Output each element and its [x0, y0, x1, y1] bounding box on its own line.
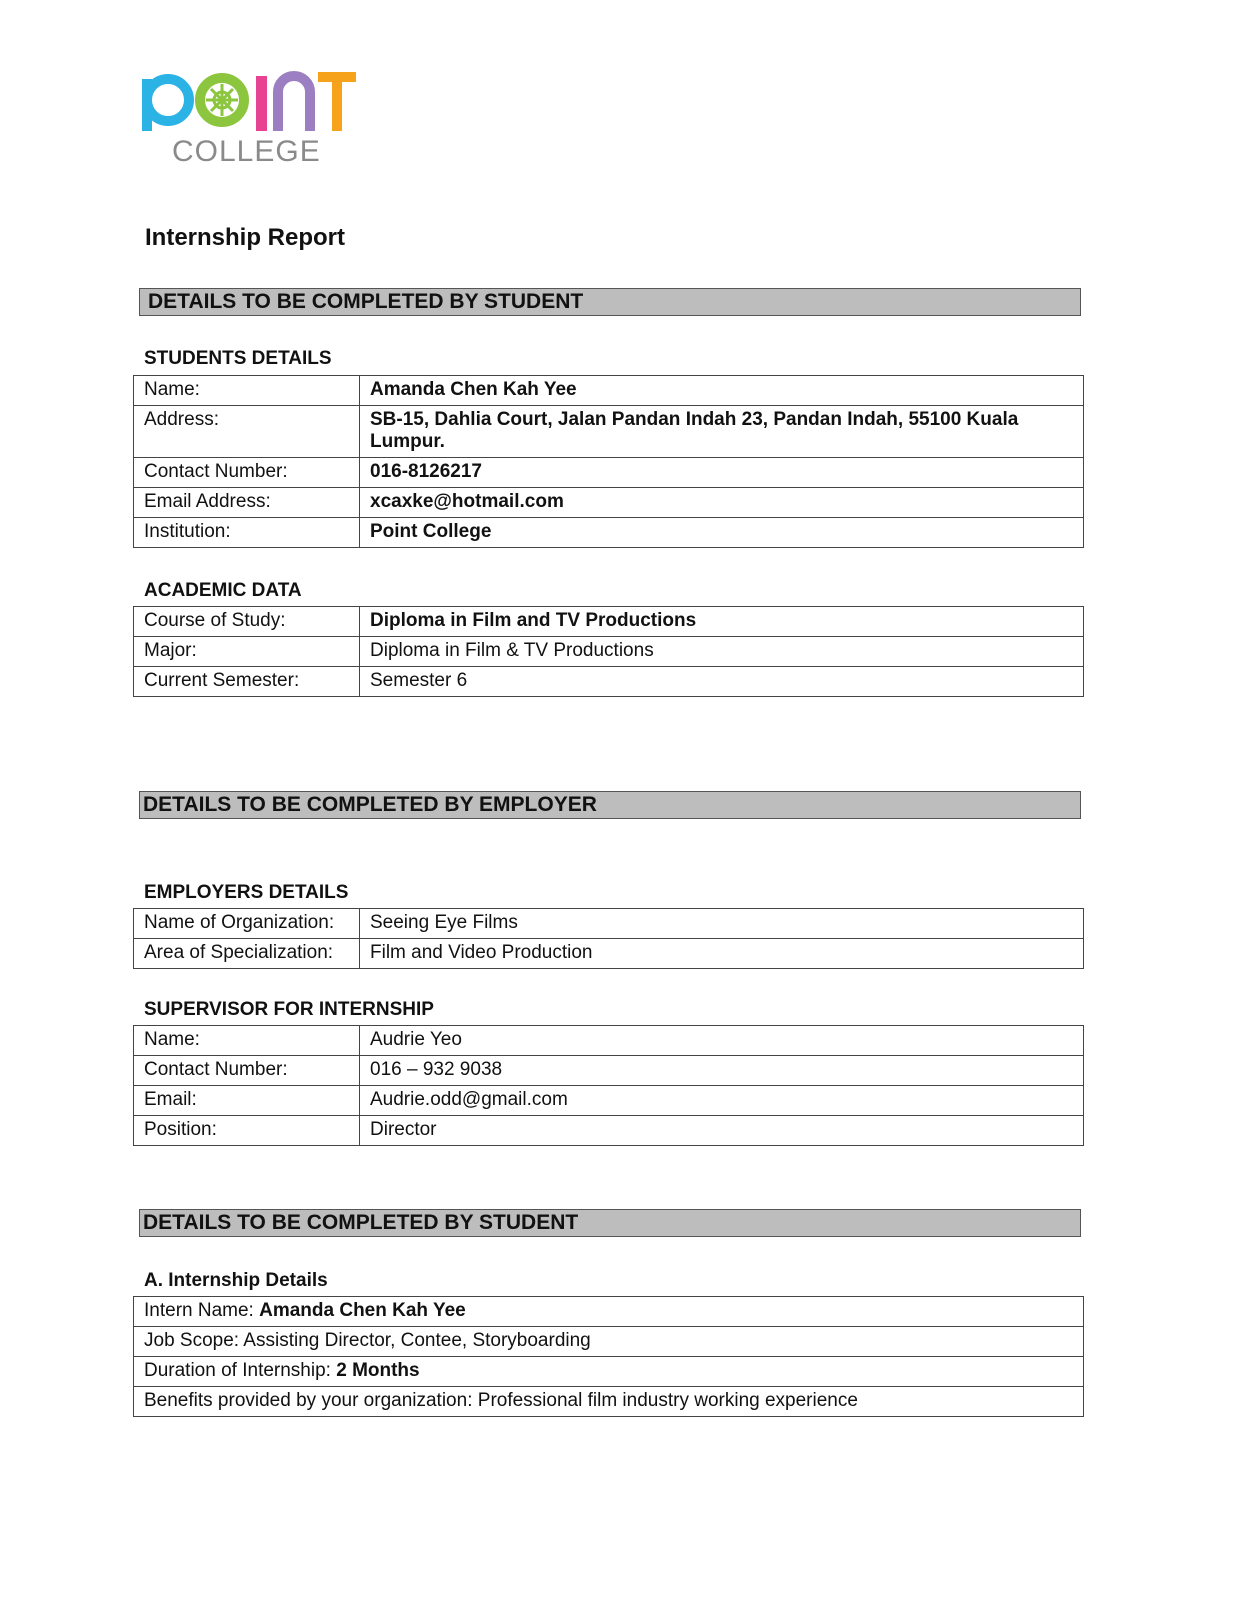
table-row: [134, 376, 1084, 406]
row-label: Institution:: [134, 518, 360, 548]
row-value: SB-15, Dahlia Court, Jalan Pandan Indah 23, Pandan Indah, 55100 Kuala Lumpur.: [360, 406, 1084, 458]
supervisor-table: [133, 1025, 1084, 1146]
row-value: Point College: [360, 518, 1084, 548]
employers-details-table: [133, 908, 1084, 969]
document-title: Internship Report: [145, 224, 346, 251]
row-label: Course of Study:: [134, 607, 360, 637]
row-label: Name of Organization:: [134, 909, 360, 939]
row-label: Area of Specialization:: [134, 939, 360, 969]
table-row: [134, 406, 1084, 458]
table-row: [134, 1086, 1084, 1116]
row-value: Professional film industry working experience: [477, 1390, 858, 1411]
academic-data-table: [133, 606, 1084, 697]
row-label: Position:: [134, 1116, 360, 1146]
section-banner-student-2: DETAILS TO BE COMPLETED BY STUDENT: [139, 1209, 1081, 1237]
row-value: Assisting Director, Contee, Storyboarding: [243, 1330, 591, 1351]
internship-details-heading: A. Internship Details: [144, 1270, 328, 1291]
table-row: [134, 1116, 1084, 1146]
supervisor-heading: SUPERVISOR FOR INTERNSHIP: [144, 999, 434, 1020]
row-value: Semester 6: [360, 667, 1084, 697]
table-row: [134, 1357, 1084, 1387]
row-value: xcaxke@hotmail.com: [360, 488, 1084, 518]
table-cell: [134, 1297, 1084, 1327]
row-value: Film and Video Production: [360, 939, 1084, 969]
row-value: 016-8126217: [360, 458, 1084, 488]
table-row: [134, 458, 1084, 488]
section-banner-student: DETAILS TO BE COMPLETED BY STUDENT: [139, 288, 1081, 316]
row-value: Diploma in Film and TV Productions: [360, 607, 1084, 637]
table-row: [134, 1026, 1084, 1056]
row-label: Major:: [134, 637, 360, 667]
row-label: Contact Number:: [134, 458, 360, 488]
row-value: Diploma in Film & TV Productions: [360, 637, 1084, 667]
table-row: [134, 909, 1084, 939]
row-value: Director: [360, 1116, 1084, 1146]
row-label: Email Address:: [134, 488, 360, 518]
table-row: [134, 1056, 1084, 1086]
table-cell: [134, 1357, 1084, 1387]
svg-text:COLLEGE: COLLEGE: [172, 135, 321, 168]
row-label: Duration of Internship:: [144, 1360, 337, 1381]
row-value: Audrie Yeo: [360, 1026, 1084, 1056]
table-row: [134, 939, 1084, 969]
row-value: 016 – 932 9038: [360, 1056, 1084, 1086]
table-row: [134, 1387, 1084, 1417]
students-details-heading: STUDENTS DETAILS: [144, 348, 332, 369]
row-value: Amanda Chen Kah Yee: [259, 1300, 466, 1321]
logo-graphic: [140, 62, 370, 174]
row-label: Address:: [134, 406, 360, 458]
academic-data-heading: ACADEMIC DATA: [144, 580, 302, 601]
row-value: 2 Months: [336, 1360, 420, 1381]
table-cell: [134, 1327, 1084, 1357]
row-label: Job Scope:: [144, 1330, 244, 1351]
table-row: [134, 607, 1084, 637]
row-label: Current Semester:: [134, 667, 360, 697]
row-label: Name:: [134, 376, 360, 406]
table-row: [134, 1327, 1084, 1357]
row-value: Amanda Chen Kah Yee: [360, 376, 1084, 406]
row-label: Intern Name:: [144, 1300, 260, 1321]
students-details-table: [133, 375, 1084, 548]
point-college-logo: [140, 62, 370, 174]
row-label: Benefits provided by your organization:: [144, 1390, 478, 1411]
row-value: Audrie.odd@gmail.com: [360, 1086, 1084, 1116]
section-banner-employer: DETAILS TO BE COMPLETED BY EMPLOYER: [139, 791, 1081, 819]
internship-details-table: [133, 1296, 1084, 1417]
employers-details-heading: EMPLOYERS DETAILS: [144, 882, 349, 903]
row-label: Contact Number:: [134, 1056, 360, 1086]
table-row: [134, 488, 1084, 518]
row-value: Seeing Eye Films: [360, 909, 1084, 939]
row-label: Email:: [134, 1086, 360, 1116]
table-row: [134, 637, 1084, 667]
table-row: [134, 667, 1084, 697]
table-row: [134, 518, 1084, 548]
table-row: [134, 1297, 1084, 1327]
table-cell: [134, 1387, 1084, 1417]
row-label: Name:: [134, 1026, 360, 1056]
